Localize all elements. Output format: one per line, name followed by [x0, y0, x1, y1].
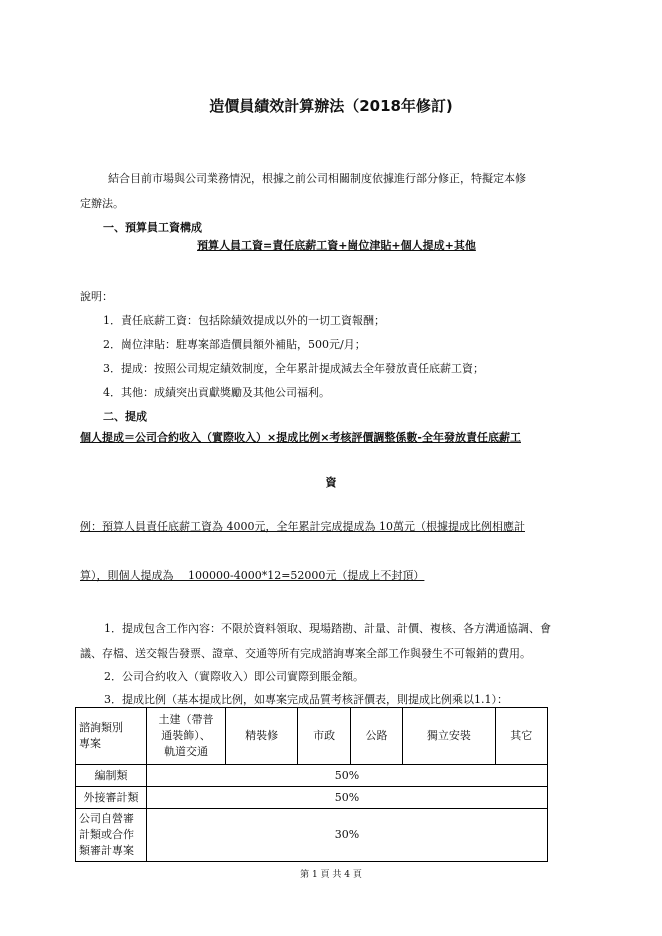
section2-formula-line-2: 資 — [325, 476, 337, 489]
example-line-1: 例：預算人員責任底薪工資為 4000元，全年累計完成提成為 10萬元（根據提成比例相應計 — [80, 520, 525, 533]
intro-line-1: 結合目前市場與公司業務情況，根據之前公司相關制度依據進行部分修正，特擬定本修 — [108, 172, 526, 185]
point-1-line-2: 議、存檔、送交報告發票、證章、交通等所有完成諮詢專案全部工作與發生不可報銷的費用。 — [80, 647, 531, 660]
page-footer: 第 1 頁 共 4 頁 — [300, 870, 362, 880]
explain-item-3: 3．提成：按照公司規定績效制度，全年累計提成減去全年發放責任底薪工資； — [103, 362, 484, 375]
table-header-cell: 諮詢類別 專案 — [76, 708, 147, 765]
explain-item-2: 2．崗位津貼：駐專案部造價員額外補貼，500元/月； — [103, 338, 366, 351]
document-title: 造價員績效計算辦法（2018年修訂) — [209, 97, 453, 115]
table-header-cell: 獨立安裝 — [403, 708, 495, 765]
table-row — [76, 765, 548, 787]
table-header-cell: 土建（帶普 通裝飾）、 軌道交通 — [147, 708, 226, 765]
table-row — [76, 809, 548, 862]
explain-item-1: 1．責任底薪工資：包括除績效提成以外的一切工資報酬； — [103, 314, 385, 327]
table-row-value: 30% — [147, 809, 548, 862]
table-row-value: 50% — [147, 787, 548, 809]
intro-line-2: 定辦法。 — [80, 197, 124, 210]
explain-item-4: 4．其他：成績突出貢獻獎勵及其他公司福利。 — [103, 386, 330, 399]
section2-formula-line-1: 個人提成＝公司合約收入（實際收入）×提成比例×考核評價調整係數-全年發放責任底薪工 — [80, 431, 521, 444]
point-2: 2．公司合約收入（實際收入）即公司實際到賬金額。 — [104, 670, 364, 683]
section1-formula: 預算人員工資=責任底薪工資+崗位津貼+個人提成+其他 — [197, 239, 476, 252]
point-1-line-1: 1．提成包含工作內容：不限於資料領取、現場踏勘、計量、計價、複核、各方溝通協調、會 — [104, 622, 551, 635]
table-row — [76, 787, 548, 809]
explain-label: 說明： — [80, 290, 113, 303]
table-header-cell: 公路 — [350, 708, 402, 765]
section2-heading: 二、提成 — [103, 410, 147, 423]
table-header-cell: 精裝修 — [226, 708, 298, 765]
example-line-2: 算），則個人提成為 100000-4000*12=52000元（提成上不封頂） — [80, 569, 425, 582]
table-header-cell: 其它 — [495, 708, 547, 765]
point-3: 3．提成比例（基本提成比例，如專案完成品質考核評價表，則提成比例乘以1.1）： — [104, 693, 508, 706]
table-row-value: 50% — [147, 765, 548, 787]
table-row-label: 公司自營審 計類或合作 類審計專案 — [76, 809, 147, 862]
commission-rate-table — [75, 707, 548, 862]
table-row-label: 編制類 — [76, 765, 147, 787]
section1-heading: 一、預算員工資構成 — [103, 221, 202, 234]
table-header-cell: 市政 — [298, 708, 350, 765]
table-header-row — [76, 708, 548, 765]
table-row-label: 外接審計類 — [76, 787, 147, 809]
